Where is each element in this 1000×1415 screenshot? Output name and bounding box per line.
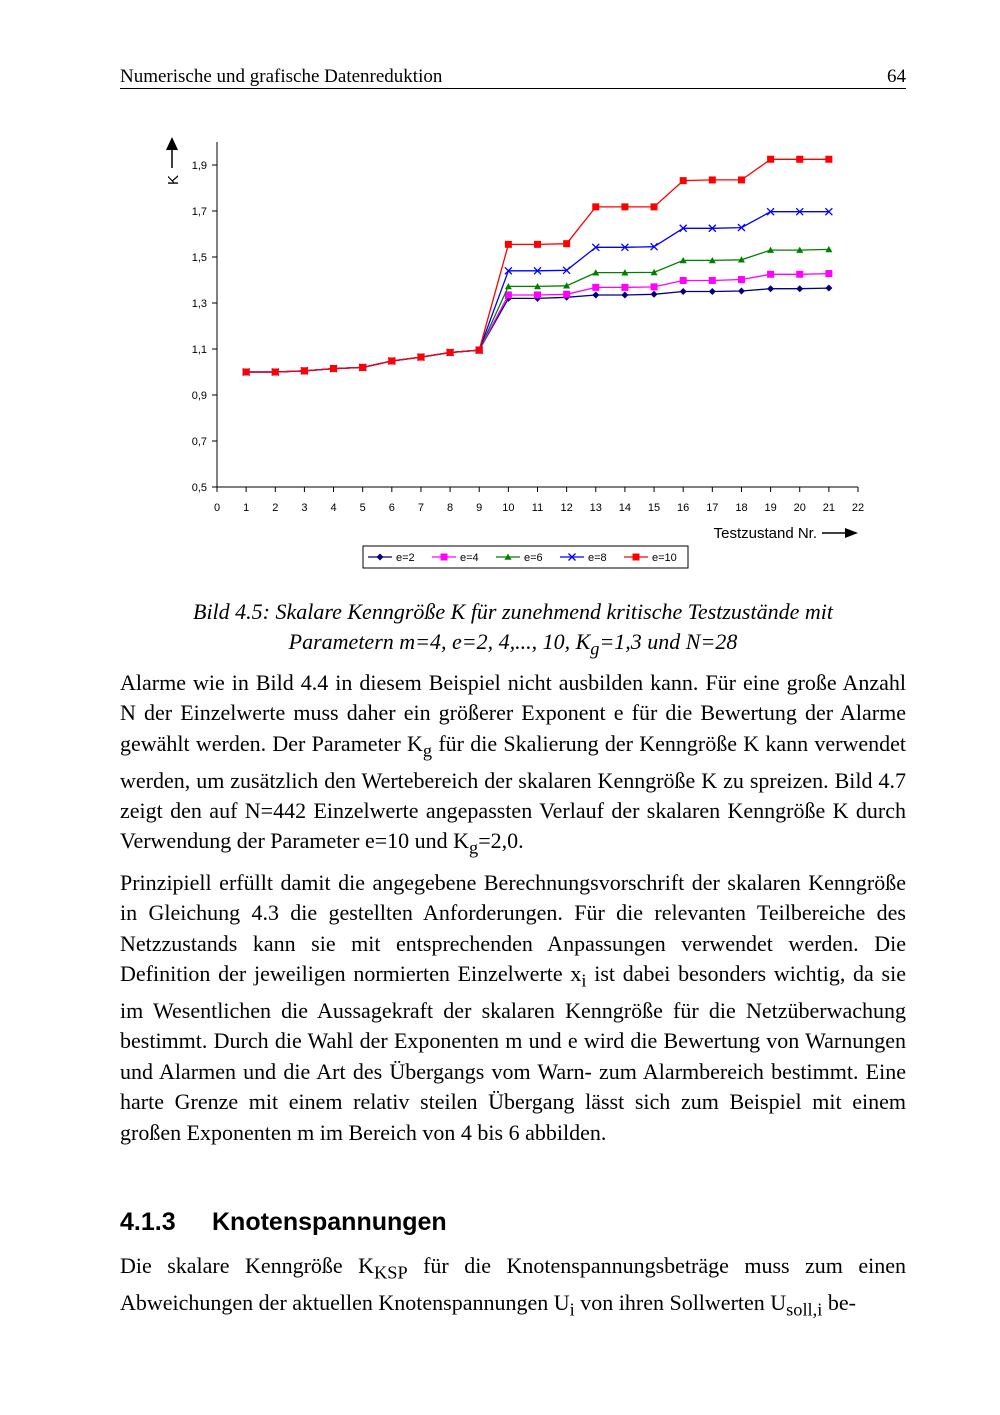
data-point bbox=[767, 156, 774, 163]
data-point bbox=[796, 285, 803, 292]
paragraph-3-text-c: von ihren Sollwerten U bbox=[574, 1289, 787, 1315]
data-point bbox=[651, 283, 658, 290]
x-tick-label: 0 bbox=[213, 502, 221, 514]
data-point bbox=[563, 291, 570, 298]
chart-axes bbox=[165, 137, 864, 542]
x-tick-label: 18 bbox=[735, 502, 748, 514]
caption-line-2-text: Parametern m=4, e=2, 4,..., 10, K bbox=[288, 629, 591, 654]
x-tick-label: 10 bbox=[502, 502, 515, 514]
y-tick-label: 0,5 bbox=[191, 482, 207, 494]
section-number: 4.1.3 bbox=[120, 1208, 176, 1236]
data-point bbox=[738, 176, 745, 183]
data-point bbox=[621, 284, 628, 291]
data-point bbox=[534, 241, 541, 248]
data-point bbox=[825, 285, 832, 292]
x-tick-label: 7 bbox=[417, 502, 425, 514]
data-point bbox=[388, 357, 395, 364]
data-point bbox=[505, 241, 512, 248]
paragraph-3-text-a: Die skalare Kenngröße K bbox=[120, 1253, 375, 1278]
paragraph-1-text-b: für die Skalierung der Kenngröße K kann verwendet werden, um zusätzlich den Wertebereich der skalaren Kenngröße K zu spreizen. Bild 4.7 zeigt den auf N=442 Einzelwerte angepassten Verlauf der skalaren Kenngröße K durch Verwendung der Parameter e=10 und K bbox=[120, 730, 906, 854]
x-tick-label: 4 bbox=[330, 502, 337, 514]
x-tick-label: 11 bbox=[531, 502, 544, 514]
data-point bbox=[709, 277, 716, 284]
chart-series-group bbox=[243, 156, 833, 376]
x-tick-label: 13 bbox=[589, 502, 602, 514]
caption-line-2-end: =1,3 und N=28 bbox=[599, 629, 738, 654]
data-point bbox=[767, 285, 774, 292]
data-point bbox=[767, 271, 774, 278]
data-point bbox=[621, 291, 628, 298]
legend-label: e=8 bbox=[588, 552, 607, 564]
data-point bbox=[796, 271, 803, 278]
data-point bbox=[651, 203, 658, 210]
data-point bbox=[243, 369, 250, 376]
legend-marker bbox=[633, 554, 640, 561]
paragraph-1-sub-a: g bbox=[422, 740, 433, 761]
x-tick-label: 3 bbox=[301, 502, 308, 514]
paragraph-3-text-d: be- bbox=[822, 1289, 856, 1315]
data-point bbox=[680, 277, 687, 284]
series-line bbox=[246, 249, 829, 372]
y-tick-label: 1,1 bbox=[191, 344, 207, 356]
data-point bbox=[301, 367, 308, 374]
data-point bbox=[359, 364, 366, 371]
paragraph-2-text-b: ist dabei besonders wichtig, da sie im Wesentlichen die Aussagekraft der skalaren Kenngröße für die Netzüberwachung bestimmt. Durch die Wahl der Exponenten m und e wird die Bewertung von Warnungen und Alarmen und die Art des Übergangs vom Warn- zum Alarmbereich bestimmt. Eine harte Grenze mit einem relativ steilen Übergang lässt sich zum Beispiel mit einem großen Exponenten m im Bereich von 4 bis 6 abbilden. bbox=[120, 961, 906, 1145]
legend-label: e=6 bbox=[524, 552, 543, 564]
data-point bbox=[680, 288, 687, 295]
paragraph-2 bbox=[120, 868, 906, 1148]
data-point bbox=[825, 156, 832, 163]
data-point bbox=[272, 369, 279, 376]
data-point bbox=[592, 284, 599, 291]
x-tick-label: 6 bbox=[388, 502, 395, 514]
y-tick-label: 1,9 bbox=[191, 160, 207, 172]
y-tick-label: 1,7 bbox=[191, 206, 207, 218]
x-tick-label: 20 bbox=[793, 502, 806, 514]
data-point bbox=[825, 270, 832, 277]
caption-line-1: Bild 4.5: Skalare Kenngröße K für zunehmend kritische Testzustände mit bbox=[193, 599, 833, 624]
legend-label: e=2 bbox=[396, 552, 415, 564]
data-point bbox=[796, 156, 803, 163]
x-tick-label: 21 bbox=[822, 502, 835, 514]
data-point bbox=[534, 291, 541, 298]
x-tick-label: 1 bbox=[243, 502, 250, 514]
y-tick-label: 1,3 bbox=[191, 298, 207, 310]
data-point bbox=[709, 288, 716, 295]
x-tick-label: 12 bbox=[560, 502, 573, 514]
data-point bbox=[738, 288, 745, 295]
paragraph-3-sub-b: i bbox=[569, 1299, 575, 1320]
data-point bbox=[621, 203, 628, 210]
y-axis-label: K bbox=[165, 174, 182, 186]
x-tick-label: 16 bbox=[677, 502, 690, 514]
x-tick-label: 9 bbox=[476, 502, 483, 514]
data-point bbox=[417, 354, 424, 361]
data-point bbox=[709, 176, 716, 183]
data-point bbox=[447, 349, 454, 356]
paragraph-1-sub-b: g bbox=[469, 837, 479, 858]
x-tick-label: 8 bbox=[447, 502, 454, 514]
x-tick-label: 17 bbox=[706, 502, 719, 514]
x-tick-label: 15 bbox=[647, 502, 661, 514]
data-point bbox=[738, 276, 745, 283]
paragraph-3 bbox=[120, 1251, 906, 1325]
figure-caption bbox=[120, 597, 906, 663]
page-number: 64 bbox=[887, 66, 906, 87]
paragraph-1-text-c: =2,0. bbox=[478, 828, 524, 854]
paragraph-2-text-a: Prinzipiell erfüllt damit die angegebene Berechnungsvorschrift der skalaren Kenngröße in Gleichung 4.3 die gestellten Anforderungen. Für die relevanten Teilbereiche des Netzzustands kann sie mit entsprechenden Anpassungen verwendet werden. Die Definition der jeweiligen normierten Einzelwerte x bbox=[120, 870, 906, 987]
y-tick-label: 1,5 bbox=[191, 252, 207, 264]
data-point bbox=[330, 365, 337, 372]
data-point bbox=[592, 203, 599, 210]
caption-subscript: g bbox=[590, 638, 600, 659]
data-point bbox=[680, 177, 687, 184]
y-tick-label: 0,7 bbox=[191, 436, 207, 448]
x-tick-label: 22 bbox=[851, 502, 865, 514]
paragraph-3-sub-a: KSP bbox=[374, 1262, 408, 1283]
chart-legend bbox=[363, 546, 688, 568]
data-point bbox=[592, 291, 599, 298]
x-axis-label: Testzustand Nr. bbox=[713, 525, 817, 542]
x-tick-label: 14 bbox=[618, 502, 632, 514]
caption-line-2 bbox=[120, 627, 906, 663]
legend-marker bbox=[441, 554, 448, 561]
section-heading bbox=[120, 1208, 447, 1237]
x-tick-label: 5 bbox=[359, 502, 366, 514]
data-point bbox=[476, 347, 483, 354]
paragraph-2-sub-a: i bbox=[581, 970, 587, 991]
y-tick-label: 0,9 bbox=[191, 390, 207, 402]
series-line bbox=[246, 159, 829, 372]
section-title: Knotenspannungen bbox=[212, 1208, 447, 1236]
x-axis-arrow-head bbox=[845, 528, 858, 538]
legend-label: e=4 bbox=[460, 552, 479, 564]
legend-label: e=10 bbox=[652, 552, 677, 564]
paragraph-3-text-b: für die Knotenspannungsbeträge muss zum einen Abweichungen der aktuellen Knotenspannungen U bbox=[120, 1253, 906, 1315]
paragraph-1-text-a: Alarme wie in Bild 4.4 in diesem Beispiel nicht ausbilden kann. Für eine große Anzahl N der Einzelwerte muss daher ein größerer Exponent e für die Bewertung der Alarme gewählt werden. Der Parameter K bbox=[120, 670, 906, 756]
running-header-title: Numerische und grafische Datenreduktion bbox=[120, 66, 443, 87]
data-point bbox=[563, 240, 570, 247]
paragraph-3-sub-c: soll,i bbox=[786, 1299, 823, 1320]
chart-figure bbox=[0, 0, 1000, 600]
paragraph-1 bbox=[120, 668, 906, 863]
x-tick-label: 19 bbox=[764, 502, 777, 514]
data-point bbox=[651, 291, 658, 298]
x-tick-label: 2 bbox=[272, 502, 279, 514]
y-axis-arrow-head bbox=[166, 137, 178, 150]
